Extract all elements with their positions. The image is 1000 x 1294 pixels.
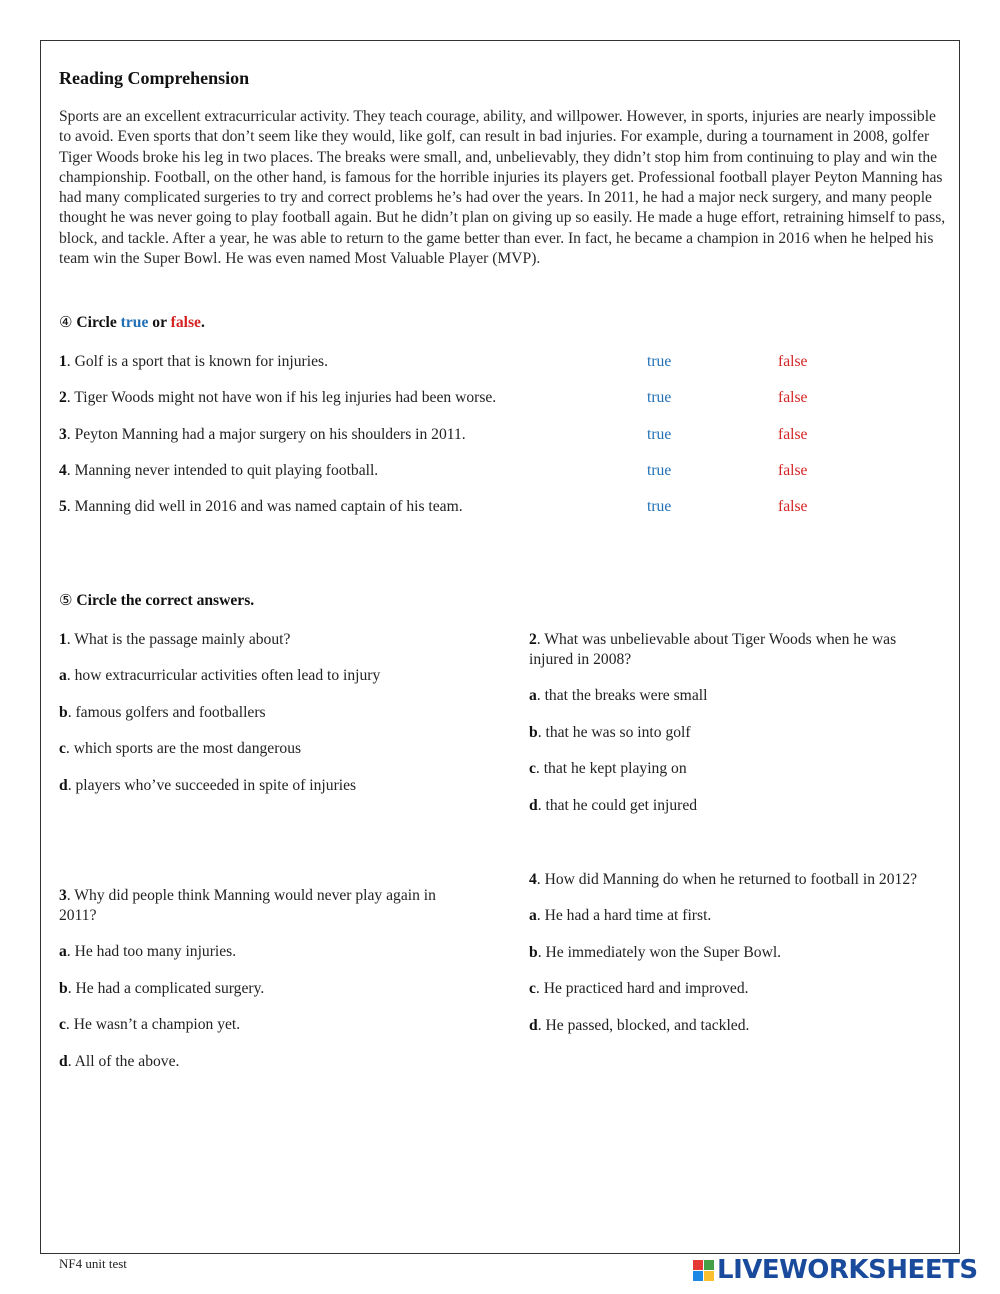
question-stem: 2. What was unbelievable about Tiger Woods when he was injured in 2008? — [529, 631, 897, 668]
section-5-heading — [59, 591, 254, 610]
mc-question-4 — [529, 870, 944, 1052]
tf-row — [59, 426, 939, 448]
section-4-false-word: false — [170, 314, 201, 331]
section-5-title: Circle the correct answers. — [76, 592, 255, 609]
tf-row — [59, 462, 939, 484]
tf-row — [59, 389, 939, 411]
answer-choice[interactable]: a. that the breaks were small — [529, 687, 708, 704]
mc-question-3 — [59, 886, 464, 1088]
true-option[interactable]: true — [647, 389, 672, 406]
answer-choice[interactable]: b. He immediately won the Super Bowl. — [529, 943, 782, 961]
answer-choice[interactable]: c. that he kept playing on — [529, 760, 687, 777]
tf-question: 1. Golf is a sport that is known for injuries. — [59, 353, 328, 370]
question-stem: 1. What is the passage mainly about? — [59, 631, 291, 648]
question-stem: 4. How did Manning do when he returned to football in 2012? — [529, 871, 918, 888]
section-4-number: ④ — [59, 313, 73, 331]
section-4-suffix: . — [200, 314, 205, 331]
tf-question: 5. Manning did well in 2016 and was named captain of his team. — [59, 498, 463, 515]
tf-question: 2. Tiger Woods might not have won if his leg injuries had been worse. — [59, 389, 497, 406]
footer-label: NF4 unit test — [59, 1256, 127, 1271]
section-4-middle: or — [148, 314, 171, 331]
liveworksheets-logo-icon — [693, 1260, 714, 1281]
true-option[interactable]: true — [647, 498, 672, 515]
answer-choice[interactable]: c. He wasn’t a champion yet. — [59, 1016, 241, 1033]
answer-choice[interactable]: d. players who’ve succeeded in spite of injuries — [59, 776, 357, 794]
true-option[interactable]: true — [647, 462, 672, 479]
tf-question: 4. Manning never intended to quit playing football. — [59, 462, 379, 479]
answer-choice[interactable]: d. that he could get injured — [529, 796, 698, 814]
false-option[interactable]: false — [778, 498, 808, 515]
mc-question-1 — [59, 630, 474, 812]
section-4-true-word: true — [120, 314, 149, 331]
tf-row — [59, 353, 939, 375]
answer-choice[interactable]: d. He passed, blocked, and tackled. — [529, 1016, 750, 1034]
reading-passage: Sports are an excellent extracurricular activity. They teach courage, ability, and willpower. However, in sports, injuries are nearly impossible to avoid. Even sports that don’t seem like they would, like golf, can result in bad injuries. For example, during a tournament in 2008, golfer Tiger Woods broke his leg in two places. The breaks were small, and, unbelievably, they didn’t stop him from continuing to play and win the championship. Football, on the other hand, is famous for the horrible injuries its players get. Professional football player Peyton Manning has had many complicated surgeries to try and correct problems he’s had over the years. In 2011, he had a major neck surgery, and many people thought he was never going to play football again. But he didn’t plan on giving up so easily. He made a huge effort, retraining himself to pass, block, and tackle. After a year, he was able to return to the game better than ever. In fact, he became a champion in 2016 when he helped his team win the Super Bowl. He was even named Most Valuable Player (MVP). — [59, 108, 946, 268]
answer-choice[interactable]: b. He had a complicated surgery. — [59, 979, 265, 997]
tf-row — [59, 498, 939, 520]
question-stem: 3. Why did people think Manning would never play again in 2011? — [59, 887, 436, 924]
section-5-number: ⑤ — [59, 591, 73, 609]
false-option[interactable]: false — [778, 426, 808, 443]
answer-choice[interactable]: a. how extracurricular activities often lead to injury — [59, 667, 381, 684]
answer-choice[interactable]: b. famous golfers and footballers — [59, 703, 266, 721]
false-option[interactable]: false — [778, 462, 808, 479]
answer-choice[interactable]: a. He had too many injuries. — [59, 943, 237, 960]
answer-choice[interactable]: b. that he was so into golf — [529, 723, 691, 741]
section-4-prefix: Circle — [76, 314, 121, 331]
page-title: Reading Comprehension — [59, 68, 250, 88]
false-option[interactable]: false — [778, 353, 808, 370]
answer-choice[interactable]: c. which sports are the most dangerous — [59, 740, 302, 757]
true-option[interactable]: true — [647, 426, 672, 443]
true-option[interactable]: true — [647, 353, 672, 370]
answer-choice[interactable]: c. He practiced hard and improved. — [529, 980, 749, 997]
liveworksheets-brand[interactable] — [693, 1256, 978, 1284]
answer-choice[interactable]: a. He had a hard time at first. — [529, 907, 712, 924]
brand-wordmark: LIVEWORKSHEETS — [717, 1255, 978, 1285]
section-4-heading — [59, 313, 205, 332]
tf-question: 3. Peyton Manning had a major surgery on his shoulders in 2011. — [59, 426, 466, 443]
mc-question-2 — [529, 630, 944, 832]
answer-choice[interactable]: d. All of the above. — [59, 1052, 180, 1070]
false-option[interactable]: false — [778, 389, 808, 406]
